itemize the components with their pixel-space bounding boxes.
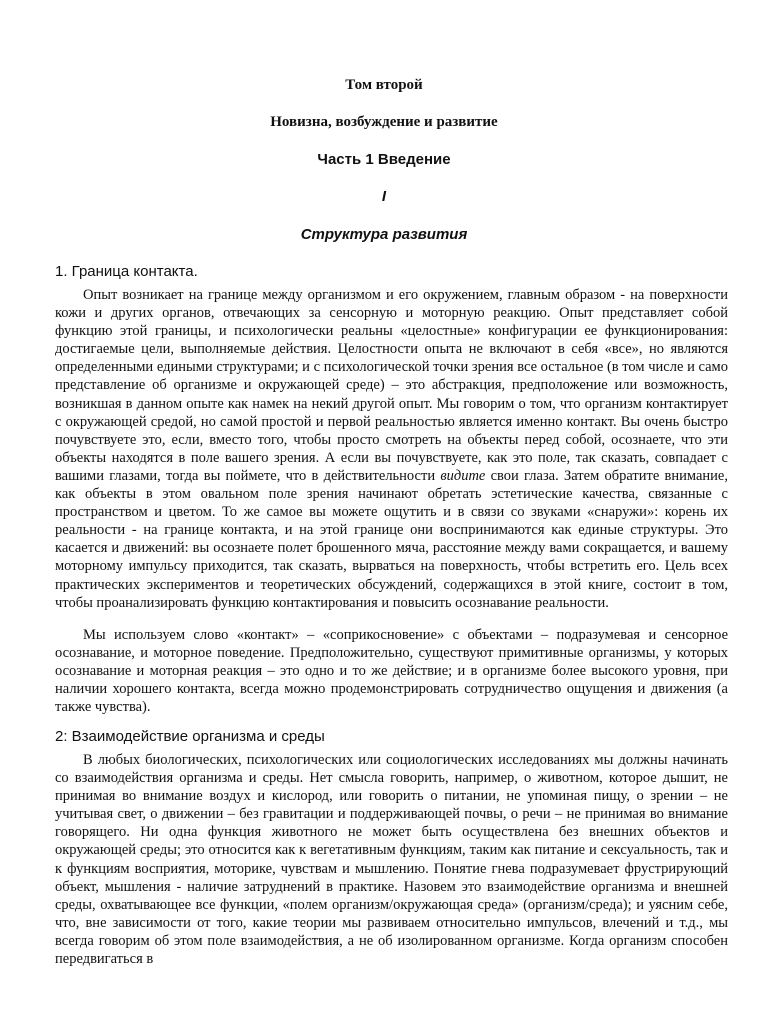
paragraph: Мы используем слово «контакт» – «соприкосновение» с объектами – подразумевая и сенсорное осознавание, и моторное поведение. Предположительно, существуют примитивные организмы, у которых осознавание и моторная реакция – это одно и то же действие; и в организме более высокого уровня, при наличии хорошего контакта, всегда можно продемонстрировать сотрудничество ощущения и движения (а также чувства). <box>55 627 728 716</box>
section-heading-contact-boundary: 1. Граница контакта. <box>55 263 198 280</box>
paragraph <box>55 286 728 612</box>
paragraph-text: свои глаза. Затем обратите внимание, как объекты в этом овальном поле зрения начинают обретать эстетические качества, связанные с пространством и цветом. То же самое вы можете ощутить и в связи со звуками «снаружи»: корень их реальности - на границе контакта, и на этой границе они воспринимаются как единые структуры. Это касается и движений: вы осознаете полет брошенного мяча, расстояние между вами сокращается, и вашему моторному импульсу приходится, так сказать, вырваться на поверхность, чтобы встретить его. Цель всех практических экспериментов и теоретических обсуждений, содержащихся в этой книге, состоит в том, чтобы проанализировать функцию контактирования и повысить осознавание реальности. <box>55 467 728 611</box>
volume-title: Том второй <box>345 77 423 93</box>
section-heading-organism-environment: 2: Взаимодействие организма и среды <box>55 728 325 745</box>
emphasis-text: видите <box>440 467 486 484</box>
paragraph-text: Опыт возникает на границе между организмом и его окружением, главным образом - на поверхности кожи и других органов, отвечающих за сенсорную и моторную реакцию. Опыт представляет собой функцию этой границы, и психологически реальны «целостные» конфигурации ее функционирования: достигаемые цели, выполняемые действия. Целостности опыта не включают в себя «все», но являются определенными едиными структурами; и с психологической точки зрения все остальное (в том числе и само представление об организме и окружающей среде) – это абстракция, предположение или возможность, возникшая в данном опыте как намек на некий другой опыт. Мы говорим о том, что организм контактирует с окружающей средой, но самой простой и первой реальностью является именно контакт. Вы очень быстро почувствуете это, если, вместо того, чтобы просто смотреть на объекты перед собой, осознаете, что эти объекты находятся в поле вашего зрения. А если вы почувствуете, как это поле, так сказать, совпадает с вашими глазами, тогда вы поймете, что в действительности <box>55 287 728 484</box>
chapter-title: Структура развития <box>300 226 468 243</box>
paragraph: В любых биологических, психологических или социологических исследованиях мы должны начинать со взаимодействия организма и среды. Нет смысла говорить, например, о животном, которое дышит, не принимая во внимание воздух и кислород, или говорить о питании, не упоминая пищу, о зрении – не учитывая свет, о движении – без гравитации и поддерживающей почвы, о речи – не принимая во внимание говорящего. Ни одна функция животного не может быть осуществлена без внешних объектов и окружающей среды; это относится как к вегетативным функциям, таким как питание и сексуальность, так и к функциям восприятия, моторике, чувствам и мышлению. Понятие гнева подразумевает фрустрирующий объект, мышления - наличие затруднений в практике. Назовем это взаимодействие организма и внешней среды, охватывающее все функции, «полем организм/окружающая среда» (организм/среда); и уясним себе, что, вне зависимости от того, какие теории мы развиваем относительно импульсов, влечений и т.д., мы всегда говорим об этом поле взаимодействия, а не об изолированном организме. Когда организм способен передвигаться в <box>55 752 728 968</box>
chapter-number: I <box>381 188 387 205</box>
book-subtitle: Новизна, возбуждение и развитие <box>270 114 498 130</box>
part-title: Часть 1 Введение <box>317 151 451 168</box>
